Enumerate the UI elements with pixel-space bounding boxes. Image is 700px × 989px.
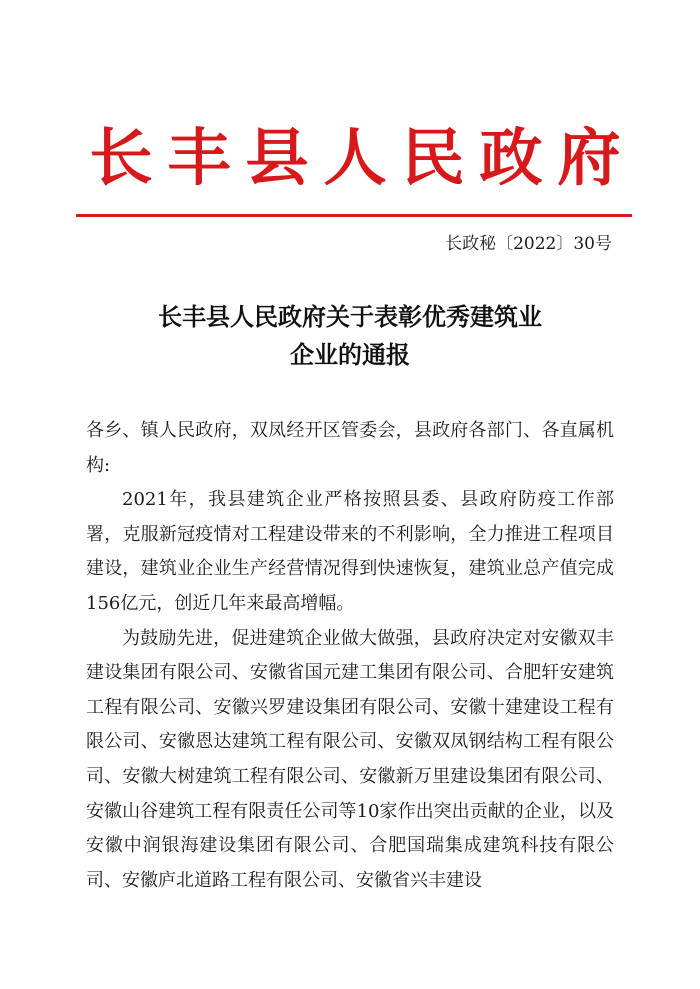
document-number: 长政秘〔2022〕30号	[445, 234, 612, 254]
paragraph: 为鼓励先进，促进建筑企业做大做强，县政府决定对安徽双丰建设集团有限公司、安徽省国元建工集团有限公司、合肥轩安建筑工程有限公司、安徽兴罗建设集团有限公司、安徽十建建设工程有限公司、安徽恩达建筑工程有限公司、安徽双凤钢结构工程有限公司、安徽大树建筑工程有限公司、安徽新万里建设集团有限公司、安徽山谷建筑工程有限责任公司等10家作出突出贡献的企业，以及安徽中润银海建设集团有限公司、合肥国瑞集成建筑科技有限公司、安徽庐北道路工程有限公司、安徽省兴丰建设	[86, 627, 614, 891]
masthead-char: 县	[245, 121, 309, 194]
red-divider-line	[76, 214, 632, 217]
masthead-char: 人	[323, 121, 387, 194]
salutation: 各乡、镇人民政府，双凤经开区管委会，县政府各部门、各直属机构:	[86, 420, 614, 476]
masthead-char: 长	[89, 121, 153, 194]
paragraph: 2021年，我县建筑企业严格按照县委、县政府防疫工作部署，克服新冠疫情对工程建设带来的不利影响，全力推进工程项目建设，建筑业企业生产经营情况得到快速恢复，建筑业总产值完成156亿元，创近几年来最高增幅。	[86, 489, 614, 614]
document-title-line-1: 长丰县人民政府关于表彰优秀建筑业	[158, 303, 542, 331]
masthead-char: 政	[479, 121, 543, 194]
document-title	[90, 298, 610, 374]
masthead-char: 民	[401, 121, 465, 194]
document-body	[86, 414, 614, 898]
masthead-char: 丰	[167, 121, 231, 194]
masthead-char: 府	[557, 121, 621, 194]
masthead	[90, 118, 620, 198]
document-title-line-2: 企业的通报	[290, 341, 410, 369]
